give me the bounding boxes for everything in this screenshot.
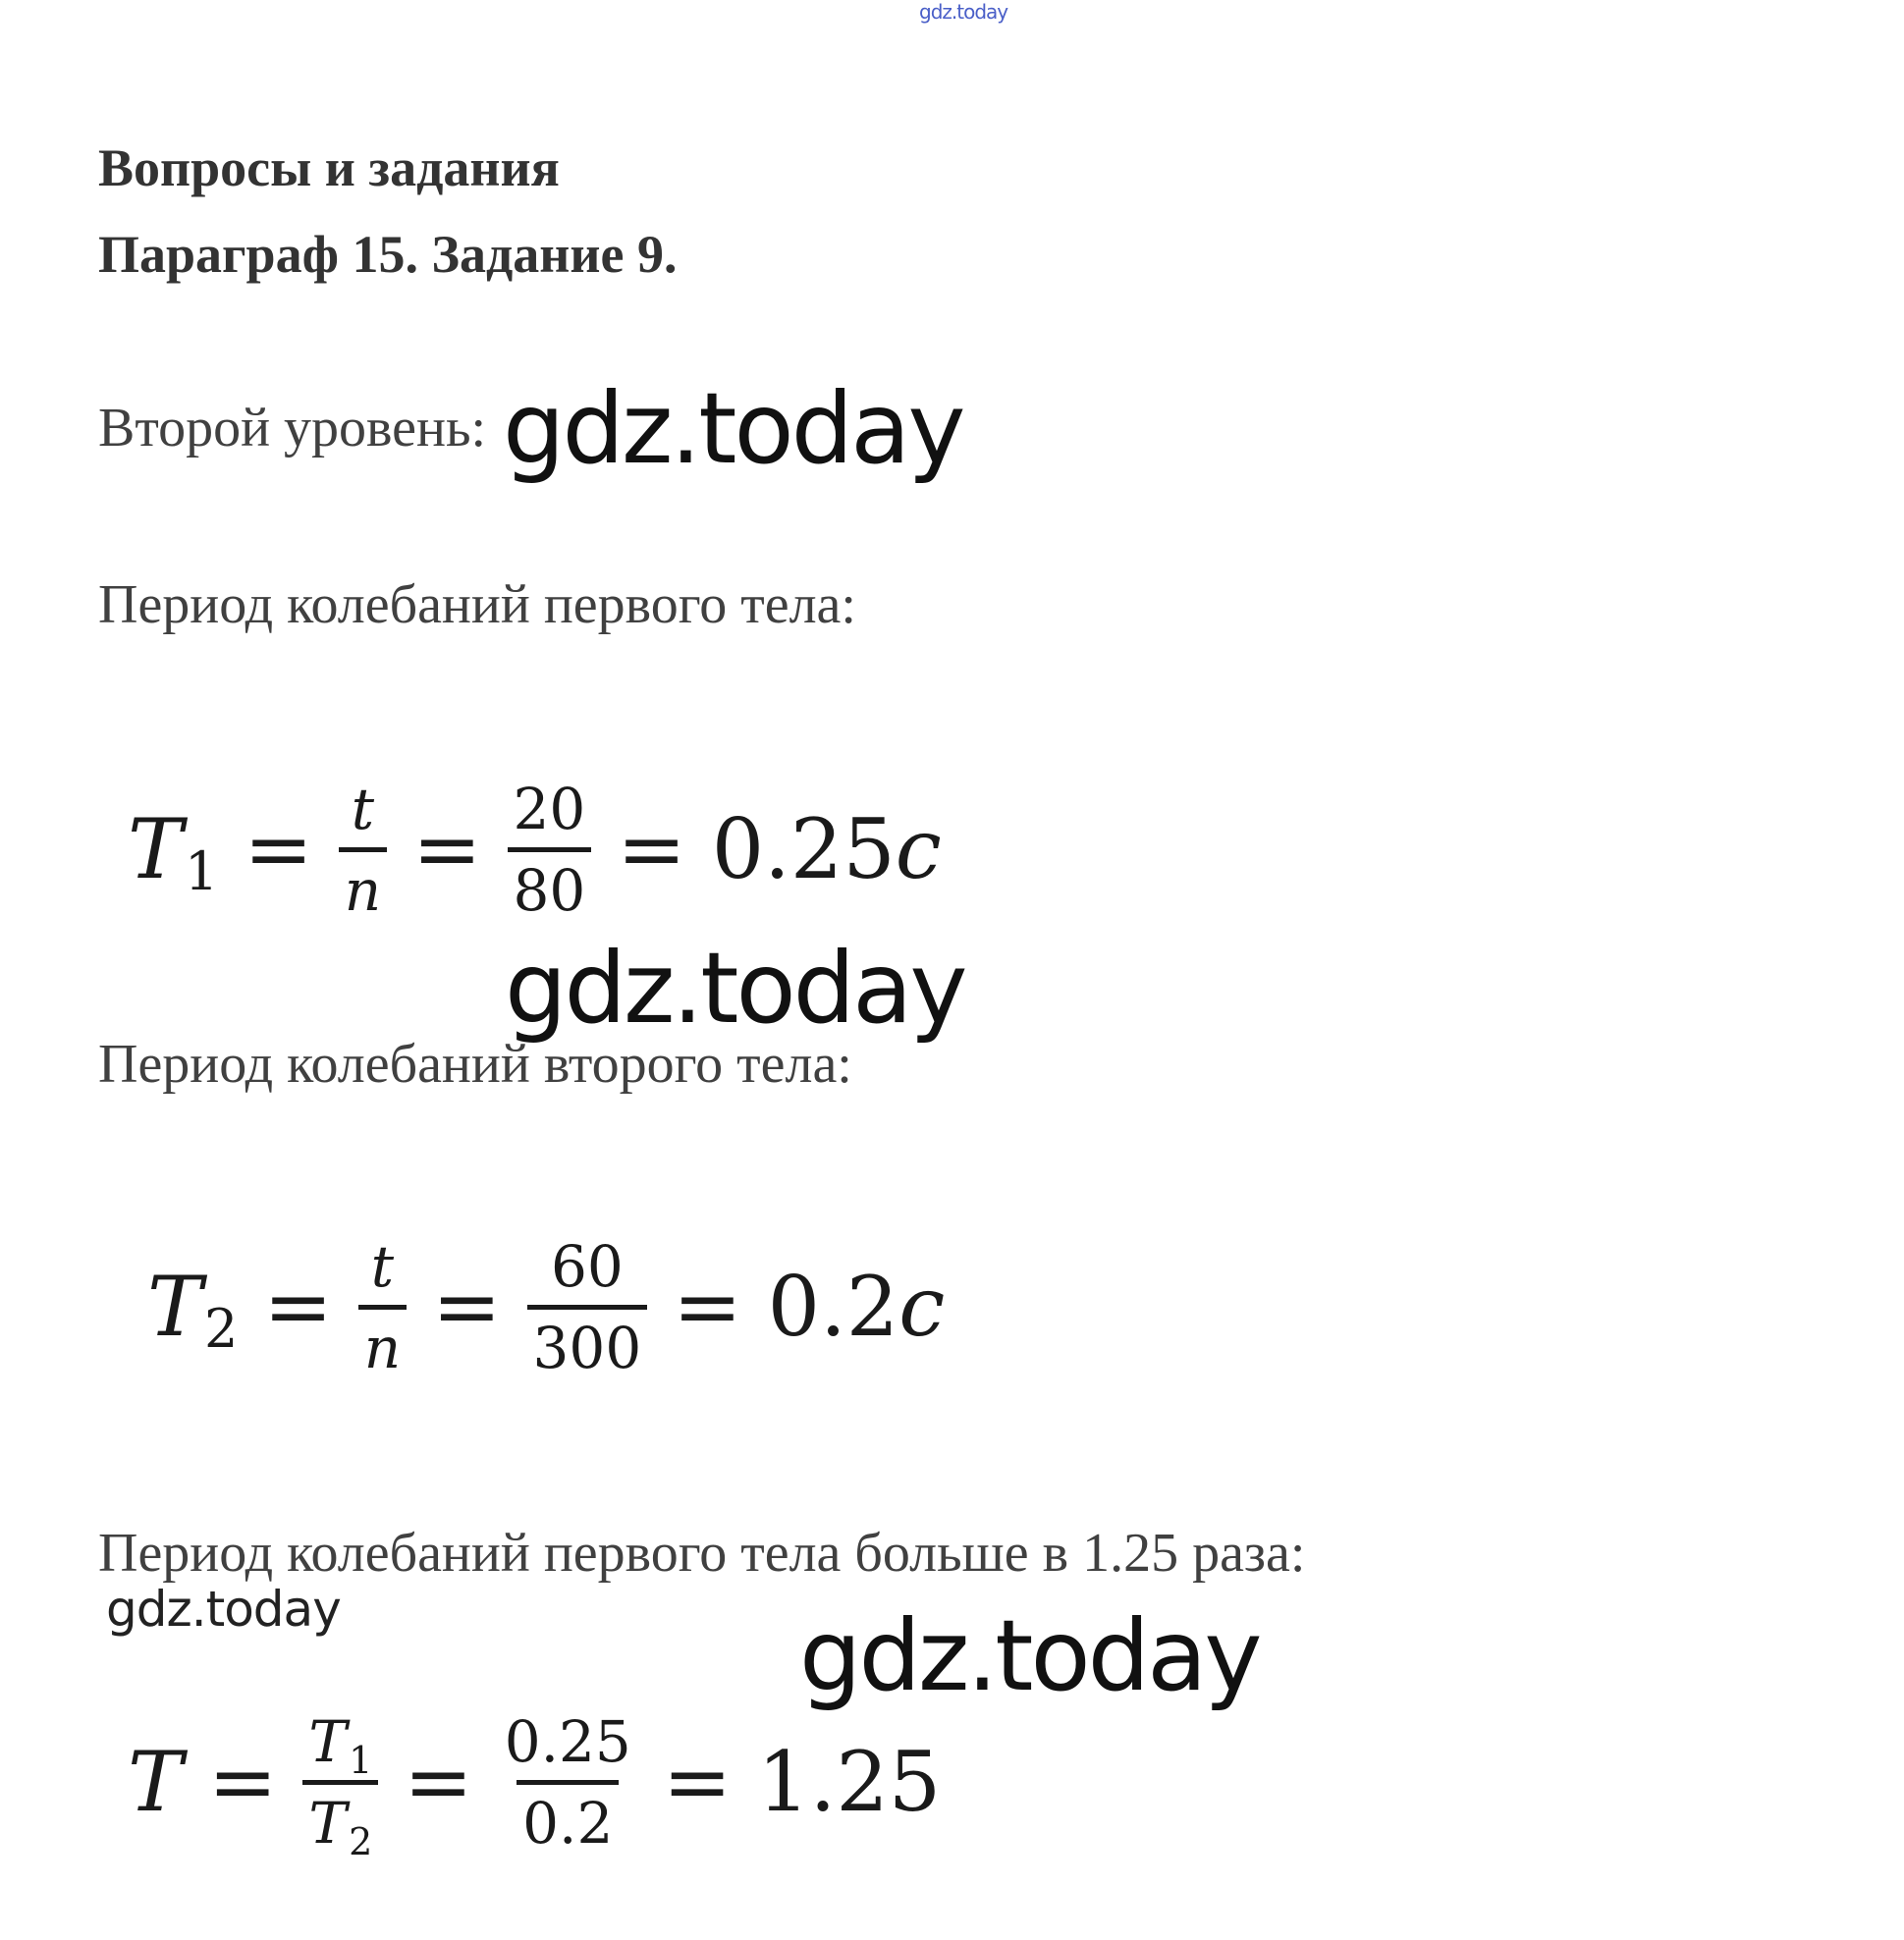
equals-sign: = bbox=[617, 801, 686, 897]
numerator-var: T bbox=[308, 1707, 348, 1775]
fraction-denominator: 300 bbox=[527, 1305, 648, 1376]
fraction-t1-over-t2 bbox=[302, 1707, 378, 1863]
watermark-large-1: gdz.today bbox=[503, 371, 963, 486]
formula-t1-sub: 1 bbox=[185, 839, 219, 902]
formula-result: 0.25 bbox=[711, 801, 896, 897]
fraction-numerator bbox=[302, 1707, 378, 1782]
second-body-text: Период колебаний второго тела: bbox=[98, 1034, 852, 1095]
fraction-denominator: 0.2 bbox=[517, 1780, 619, 1852]
formula-t2-sub: 2 bbox=[204, 1297, 239, 1360]
formula-result: 0.2 bbox=[767, 1259, 899, 1355]
ratio-text: Период колебаний первого тела больше в 1.25 раза: bbox=[98, 1523, 1306, 1584]
denominator-sub: 2 bbox=[349, 1819, 373, 1863]
formula-unit: c bbox=[898, 1259, 946, 1355]
fraction-t-over-n bbox=[358, 1232, 407, 1381]
equals-sign: = bbox=[404, 1734, 473, 1830]
equals-sign: = bbox=[208, 1734, 278, 1830]
formula-t2-var: T bbox=[147, 1259, 203, 1355]
level-label: Второй уровень: bbox=[98, 398, 487, 458]
fraction-denominator: n bbox=[358, 1305, 407, 1376]
section-title: Вопросы и задания bbox=[98, 138, 560, 197]
fraction-denominator bbox=[302, 1780, 378, 1863]
equals-sign: = bbox=[673, 1259, 742, 1355]
fraction-denominator: n bbox=[339, 847, 387, 919]
formula-t2 bbox=[147, 1233, 945, 1380]
formula-unit: c bbox=[895, 801, 942, 897]
numerator-sub: 1 bbox=[349, 1738, 373, 1782]
watermark-small: gdz.today bbox=[106, 1581, 341, 1638]
equals-sign: = bbox=[432, 1259, 502, 1355]
watermark-top: gdz.today bbox=[919, 0, 1008, 24]
formula-t1 bbox=[128, 776, 942, 923]
fraction-t-over-n bbox=[339, 775, 387, 924]
fraction-values bbox=[527, 1232, 648, 1381]
equals-sign: = bbox=[662, 1734, 733, 1830]
fraction-numerator: t bbox=[351, 775, 375, 842]
formula-ratio-var: T bbox=[128, 1734, 184, 1830]
task-title: Параграф 15. Задание 9. bbox=[98, 225, 678, 284]
formula-t1-var: T bbox=[128, 801, 184, 897]
formula-result: 1.25 bbox=[757, 1734, 942, 1830]
fraction-numerator: 20 bbox=[513, 775, 586, 842]
denominator-var: T bbox=[308, 1789, 348, 1857]
formula-ratio bbox=[128, 1707, 942, 1863]
fraction-numerator: 0.25 bbox=[504, 1707, 631, 1775]
fraction-numerator: 60 bbox=[550, 1232, 624, 1300]
first-body-text: Период колебаний первого тела: bbox=[98, 574, 856, 635]
equals-sign: = bbox=[412, 801, 482, 897]
watermark-large-3: gdz.today bbox=[799, 1598, 1260, 1713]
fraction-denominator: 80 bbox=[508, 847, 592, 919]
equals-sign: = bbox=[263, 1259, 333, 1355]
fraction-values bbox=[499, 1707, 637, 1857]
fraction-numerator: t bbox=[370, 1232, 395, 1300]
fraction-values bbox=[508, 775, 592, 924]
watermark-large-2: gdz.today bbox=[505, 931, 965, 1046]
equals-sign: = bbox=[244, 801, 313, 897]
